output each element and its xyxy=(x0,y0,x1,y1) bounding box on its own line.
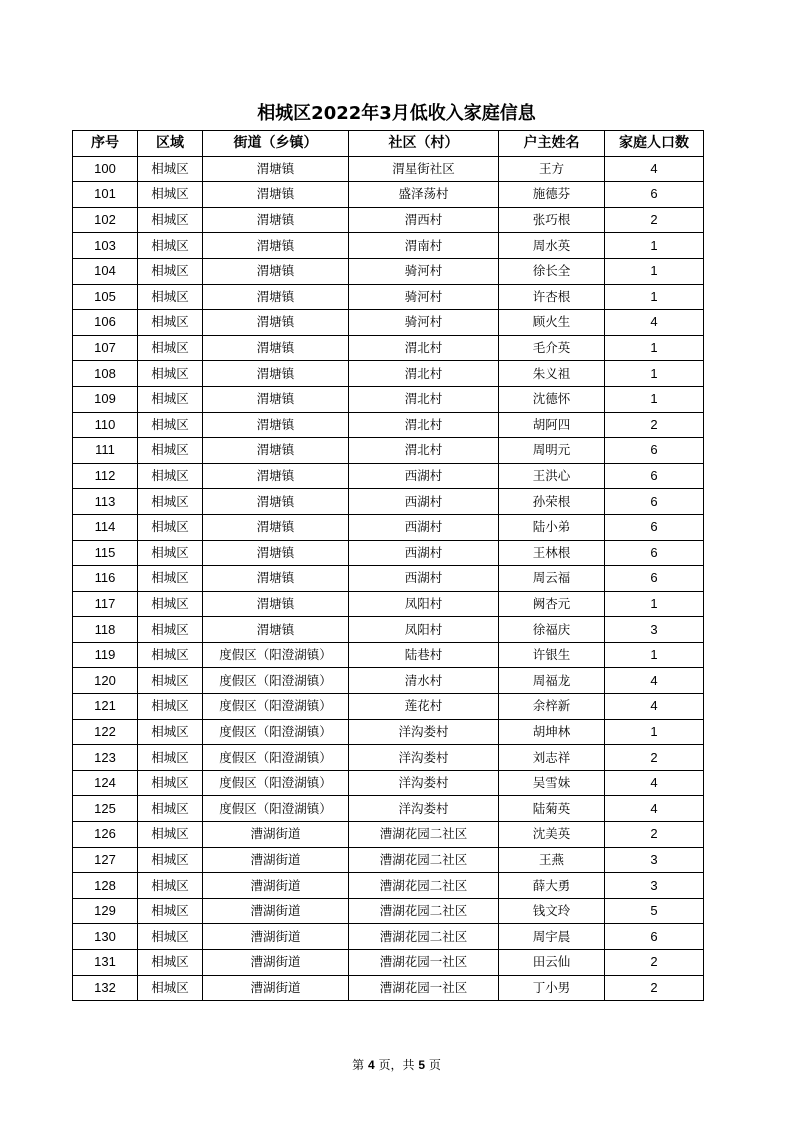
col-community-cell: 洋沟娄村 xyxy=(349,770,499,796)
household-table xyxy=(72,130,704,1001)
table-row xyxy=(73,489,704,515)
col-householder-cell: 周云福 xyxy=(499,566,605,592)
col-householder-cell: 余梓新 xyxy=(499,694,605,720)
col-householder-cell: 周宇晨 xyxy=(499,924,605,950)
col-district-cell: 相城区 xyxy=(138,719,203,745)
col-householder-cell: 许杏根 xyxy=(499,284,605,310)
table-row xyxy=(73,770,704,796)
col-household-size-cell: 1 xyxy=(605,642,704,668)
col-household-size-cell: 1 xyxy=(605,386,704,412)
col-index-cell: 119 xyxy=(73,642,138,668)
table-row xyxy=(73,975,704,1001)
table-row xyxy=(73,898,704,924)
col-community-cell: 渭北村 xyxy=(349,335,499,361)
col-street-cell: 渭塘镇 xyxy=(203,386,349,412)
col-street-cell: 渭塘镇 xyxy=(203,207,349,233)
col-street-cell: 渭塘镇 xyxy=(203,156,349,182)
col-district-cell: 相城区 xyxy=(138,770,203,796)
table-row xyxy=(73,463,704,489)
col-householder-cell: 王洪心 xyxy=(499,463,605,489)
header-col-householder: 户主姓名 xyxy=(499,131,605,157)
footer-total-pages: 5 xyxy=(418,1058,425,1072)
col-street-cell: 漕湖街道 xyxy=(203,873,349,899)
col-street-cell: 漕湖街道 xyxy=(203,847,349,873)
col-household-size-cell: 3 xyxy=(605,617,704,643)
col-district-cell: 相城区 xyxy=(138,463,203,489)
col-district-cell: 相城区 xyxy=(138,156,203,182)
col-district-cell: 相城区 xyxy=(138,591,203,617)
col-household-size-cell: 4 xyxy=(605,694,704,720)
table-row xyxy=(73,924,704,950)
col-household-size-cell: 2 xyxy=(605,822,704,848)
col-index-cell: 102 xyxy=(73,207,138,233)
col-street-cell: 渭塘镇 xyxy=(203,233,349,259)
table-header-row xyxy=(73,131,704,157)
col-district-cell: 相城区 xyxy=(138,975,203,1001)
col-community-cell: 莲花村 xyxy=(349,694,499,720)
col-householder-cell: 刘志祥 xyxy=(499,745,605,771)
col-street-cell: 渭塘镇 xyxy=(203,591,349,617)
col-district-cell: 相城区 xyxy=(138,514,203,540)
table-row xyxy=(73,412,704,438)
col-householder-cell: 张巧根 xyxy=(499,207,605,233)
col-household-size-cell: 2 xyxy=(605,412,704,438)
col-community-cell: 洋沟娄村 xyxy=(349,796,499,822)
col-district-cell: 相城区 xyxy=(138,566,203,592)
col-index-cell: 112 xyxy=(73,463,138,489)
col-index-cell: 111 xyxy=(73,438,138,464)
col-householder-cell: 王方 xyxy=(499,156,605,182)
col-index-cell: 107 xyxy=(73,335,138,361)
col-street-cell: 渭塘镇 xyxy=(203,566,349,592)
col-household-size-cell: 1 xyxy=(605,335,704,361)
col-street-cell: 度假区（阳澄湖镇） xyxy=(203,770,349,796)
col-community-cell: 陆巷村 xyxy=(349,642,499,668)
footer-prefix: 第 xyxy=(352,1058,368,1072)
col-street-cell: 度假区（阳澄湖镇） xyxy=(203,796,349,822)
col-index-cell: 124 xyxy=(73,770,138,796)
col-district-cell: 相城区 xyxy=(138,258,203,284)
col-index-cell: 101 xyxy=(73,182,138,208)
col-street-cell: 渭塘镇 xyxy=(203,438,349,464)
col-community-cell: 西湖村 xyxy=(349,463,499,489)
col-index-cell: 105 xyxy=(73,284,138,310)
col-district-cell: 相城区 xyxy=(138,284,203,310)
col-household-size-cell: 3 xyxy=(605,847,704,873)
col-community-cell: 渭北村 xyxy=(349,386,499,412)
table-body xyxy=(73,156,704,1001)
col-district-cell: 相城区 xyxy=(138,694,203,720)
page-footer xyxy=(0,1056,793,1073)
col-community-cell: 清水村 xyxy=(349,668,499,694)
col-community-cell: 渭北村 xyxy=(349,438,499,464)
col-index-cell: 106 xyxy=(73,310,138,336)
col-householder-cell: 顾火生 xyxy=(499,310,605,336)
table-row xyxy=(73,642,704,668)
col-index-cell: 127 xyxy=(73,847,138,873)
col-householder-cell: 陆菊英 xyxy=(499,796,605,822)
col-street-cell: 漕湖街道 xyxy=(203,950,349,976)
col-community-cell: 骑河村 xyxy=(349,310,499,336)
col-district-cell: 相城区 xyxy=(138,796,203,822)
col-district-cell: 相城区 xyxy=(138,642,203,668)
col-community-cell: 骑河村 xyxy=(349,284,499,310)
table-row xyxy=(73,386,704,412)
col-street-cell: 渭塘镇 xyxy=(203,361,349,387)
col-householder-cell: 施德芬 xyxy=(499,182,605,208)
col-community-cell: 渭星街社区 xyxy=(349,156,499,182)
header-col-household-size: 家庭人口数 xyxy=(605,131,704,157)
col-householder-cell: 毛介英 xyxy=(499,335,605,361)
col-household-size-cell: 1 xyxy=(605,258,704,284)
table-row xyxy=(73,591,704,617)
col-index-cell: 100 xyxy=(73,156,138,182)
table-row xyxy=(73,182,704,208)
col-community-cell: 骑河村 xyxy=(349,258,499,284)
col-district-cell: 相城区 xyxy=(138,233,203,259)
col-street-cell: 渭塘镇 xyxy=(203,258,349,284)
col-householder-cell: 徐长全 xyxy=(499,258,605,284)
col-community-cell: 漕湖花园一社区 xyxy=(349,975,499,1001)
table-row xyxy=(73,719,704,745)
footer-page-number: 4 xyxy=(367,1058,375,1072)
col-district-cell: 相城区 xyxy=(138,438,203,464)
col-index-cell: 118 xyxy=(73,617,138,643)
col-index-cell: 123 xyxy=(73,745,138,771)
col-street-cell: 漕湖街道 xyxy=(203,898,349,924)
col-household-size-cell: 1 xyxy=(605,284,704,310)
col-street-cell: 渭塘镇 xyxy=(203,617,349,643)
col-household-size-cell: 6 xyxy=(605,463,704,489)
col-district-cell: 相城区 xyxy=(138,873,203,899)
col-district-cell: 相城区 xyxy=(138,386,203,412)
col-householder-cell: 沈德怀 xyxy=(499,386,605,412)
col-community-cell: 漕湖花园二社区 xyxy=(349,873,499,899)
table-row xyxy=(73,310,704,336)
col-street-cell: 漕湖街道 xyxy=(203,975,349,1001)
col-street-cell: 渭塘镇 xyxy=(203,182,349,208)
col-household-size-cell: 4 xyxy=(605,156,704,182)
header-col-community: 社区（村） xyxy=(349,131,499,157)
col-street-cell: 度假区（阳澄湖镇） xyxy=(203,745,349,771)
col-householder-cell: 沈美英 xyxy=(499,822,605,848)
col-household-size-cell: 4 xyxy=(605,770,704,796)
col-index-cell: 129 xyxy=(73,898,138,924)
col-index-cell: 113 xyxy=(73,489,138,515)
col-householder-cell: 周福龙 xyxy=(499,668,605,694)
col-index-cell: 103 xyxy=(73,233,138,259)
col-household-size-cell: 1 xyxy=(605,719,704,745)
col-index-cell: 117 xyxy=(73,591,138,617)
col-household-size-cell: 6 xyxy=(605,924,704,950)
col-community-cell: 盛泽荡村 xyxy=(349,182,499,208)
col-household-size-cell: 2 xyxy=(605,975,704,1001)
col-index-cell: 108 xyxy=(73,361,138,387)
col-community-cell: 漕湖花园二社区 xyxy=(349,898,499,924)
col-household-size-cell: 6 xyxy=(605,514,704,540)
header-col-street: 街道（乡镇） xyxy=(203,131,349,157)
col-street-cell: 漕湖街道 xyxy=(203,924,349,950)
col-index-cell: 120 xyxy=(73,668,138,694)
col-householder-cell: 田云仙 xyxy=(499,950,605,976)
col-street-cell: 度假区（阳澄湖镇） xyxy=(203,694,349,720)
table-row xyxy=(73,156,704,182)
header-col-district: 区域 xyxy=(138,131,203,157)
col-district-cell: 相城区 xyxy=(138,847,203,873)
col-street-cell: 渭塘镇 xyxy=(203,412,349,438)
col-district-cell: 相城区 xyxy=(138,617,203,643)
table-row xyxy=(73,873,704,899)
col-community-cell: 漕湖花园二社区 xyxy=(349,822,499,848)
table-row xyxy=(73,361,704,387)
col-household-size-cell: 4 xyxy=(605,796,704,822)
col-household-size-cell: 2 xyxy=(605,950,704,976)
table-row xyxy=(73,566,704,592)
col-community-cell: 凤阳村 xyxy=(349,591,499,617)
col-household-size-cell: 3 xyxy=(605,873,704,899)
col-household-size-cell: 2 xyxy=(605,745,704,771)
col-street-cell: 漕湖街道 xyxy=(203,822,349,848)
col-index-cell: 131 xyxy=(73,950,138,976)
col-householder-cell: 孙荣根 xyxy=(499,489,605,515)
col-index-cell: 132 xyxy=(73,975,138,1001)
footer-middle: 页，共 xyxy=(374,1058,419,1072)
col-community-cell: 漕湖花园二社区 xyxy=(349,924,499,950)
col-district-cell: 相城区 xyxy=(138,310,203,336)
col-district-cell: 相城区 xyxy=(138,412,203,438)
table-row xyxy=(73,233,704,259)
col-household-size-cell: 1 xyxy=(605,233,704,259)
col-household-size-cell: 6 xyxy=(605,182,704,208)
col-household-size-cell: 1 xyxy=(605,591,704,617)
col-community-cell: 渭北村 xyxy=(349,412,499,438)
col-community-cell: 漕湖花园一社区 xyxy=(349,950,499,976)
col-district-cell: 相城区 xyxy=(138,207,203,233)
table-row xyxy=(73,847,704,873)
col-street-cell: 渭塘镇 xyxy=(203,310,349,336)
col-district-cell: 相城区 xyxy=(138,335,203,361)
col-householder-cell: 陆小弟 xyxy=(499,514,605,540)
col-street-cell: 渭塘镇 xyxy=(203,489,349,515)
col-street-cell: 度假区（阳澄湖镇） xyxy=(203,642,349,668)
table-row xyxy=(73,207,704,233)
col-district-cell: 相城区 xyxy=(138,540,203,566)
col-index-cell: 116 xyxy=(73,566,138,592)
footer-suffix: 页 xyxy=(425,1058,441,1072)
col-household-size-cell: 6 xyxy=(605,540,704,566)
col-householder-cell: 胡坤林 xyxy=(499,719,605,745)
col-householder-cell: 钱文玲 xyxy=(499,898,605,924)
col-street-cell: 渭塘镇 xyxy=(203,514,349,540)
table-row xyxy=(73,694,704,720)
col-community-cell: 洋沟娄村 xyxy=(349,745,499,771)
col-index-cell: 128 xyxy=(73,873,138,899)
table-row xyxy=(73,284,704,310)
col-district-cell: 相城区 xyxy=(138,489,203,515)
col-householder-cell: 许银生 xyxy=(499,642,605,668)
col-household-size-cell: 4 xyxy=(605,668,704,694)
col-street-cell: 度假区（阳澄湖镇） xyxy=(203,668,349,694)
col-householder-cell: 徐福庆 xyxy=(499,617,605,643)
col-community-cell: 漕湖花园二社区 xyxy=(349,847,499,873)
table-row xyxy=(73,745,704,771)
table-row xyxy=(73,335,704,361)
col-district-cell: 相城区 xyxy=(138,668,203,694)
col-district-cell: 相城区 xyxy=(138,361,203,387)
col-street-cell: 渭塘镇 xyxy=(203,284,349,310)
col-district-cell: 相城区 xyxy=(138,822,203,848)
col-householder-cell: 王林根 xyxy=(499,540,605,566)
col-community-cell: 西湖村 xyxy=(349,540,499,566)
col-community-cell: 西湖村 xyxy=(349,566,499,592)
col-district-cell: 相城区 xyxy=(138,182,203,208)
col-street-cell: 度假区（阳澄湖镇） xyxy=(203,719,349,745)
col-community-cell: 洋沟娄村 xyxy=(349,719,499,745)
table-row xyxy=(73,540,704,566)
col-householder-cell: 丁小男 xyxy=(499,975,605,1001)
table-row xyxy=(73,796,704,822)
col-district-cell: 相城区 xyxy=(138,924,203,950)
col-household-size-cell: 6 xyxy=(605,566,704,592)
col-household-size-cell: 6 xyxy=(605,438,704,464)
col-index-cell: 130 xyxy=(73,924,138,950)
col-household-size-cell: 2 xyxy=(605,207,704,233)
col-community-cell: 西湖村 xyxy=(349,489,499,515)
col-street-cell: 渭塘镇 xyxy=(203,463,349,489)
table-row xyxy=(73,514,704,540)
col-index-cell: 115 xyxy=(73,540,138,566)
table-row xyxy=(73,950,704,976)
col-index-cell: 110 xyxy=(73,412,138,438)
col-household-size-cell: 4 xyxy=(605,310,704,336)
col-householder-cell: 吴雪妹 xyxy=(499,770,605,796)
col-householder-cell: 薛大勇 xyxy=(499,873,605,899)
col-index-cell: 104 xyxy=(73,258,138,284)
col-index-cell: 126 xyxy=(73,822,138,848)
col-community-cell: 西湖村 xyxy=(349,514,499,540)
table-row xyxy=(73,617,704,643)
col-householder-cell: 阙杏元 xyxy=(499,591,605,617)
table-row xyxy=(73,258,704,284)
table-row xyxy=(73,438,704,464)
table-row xyxy=(73,822,704,848)
col-community-cell: 渭北村 xyxy=(349,361,499,387)
col-community-cell: 凤阳村 xyxy=(349,617,499,643)
col-district-cell: 相城区 xyxy=(138,898,203,924)
table-row xyxy=(73,668,704,694)
col-index-cell: 109 xyxy=(73,386,138,412)
col-householder-cell: 朱义祖 xyxy=(499,361,605,387)
col-household-size-cell: 6 xyxy=(605,489,704,515)
col-household-size-cell: 1 xyxy=(605,361,704,387)
col-street-cell: 渭塘镇 xyxy=(203,335,349,361)
page-title: 相城区2022年3月低收入家庭信息 xyxy=(257,103,536,124)
col-community-cell: 渭南村 xyxy=(349,233,499,259)
col-index-cell: 121 xyxy=(73,694,138,720)
col-household-size-cell: 5 xyxy=(605,898,704,924)
col-index-cell: 114 xyxy=(73,514,138,540)
col-district-cell: 相城区 xyxy=(138,745,203,771)
col-community-cell: 渭西村 xyxy=(349,207,499,233)
col-index-cell: 125 xyxy=(73,796,138,822)
col-householder-cell: 王燕 xyxy=(499,847,605,873)
col-householder-cell: 周水英 xyxy=(499,233,605,259)
header-col-index: 序号 xyxy=(73,131,138,157)
col-index-cell: 122 xyxy=(73,719,138,745)
col-district-cell: 相城区 xyxy=(138,950,203,976)
col-householder-cell: 胡阿四 xyxy=(499,412,605,438)
col-householder-cell: 周明元 xyxy=(499,438,605,464)
col-street-cell: 渭塘镇 xyxy=(203,540,349,566)
